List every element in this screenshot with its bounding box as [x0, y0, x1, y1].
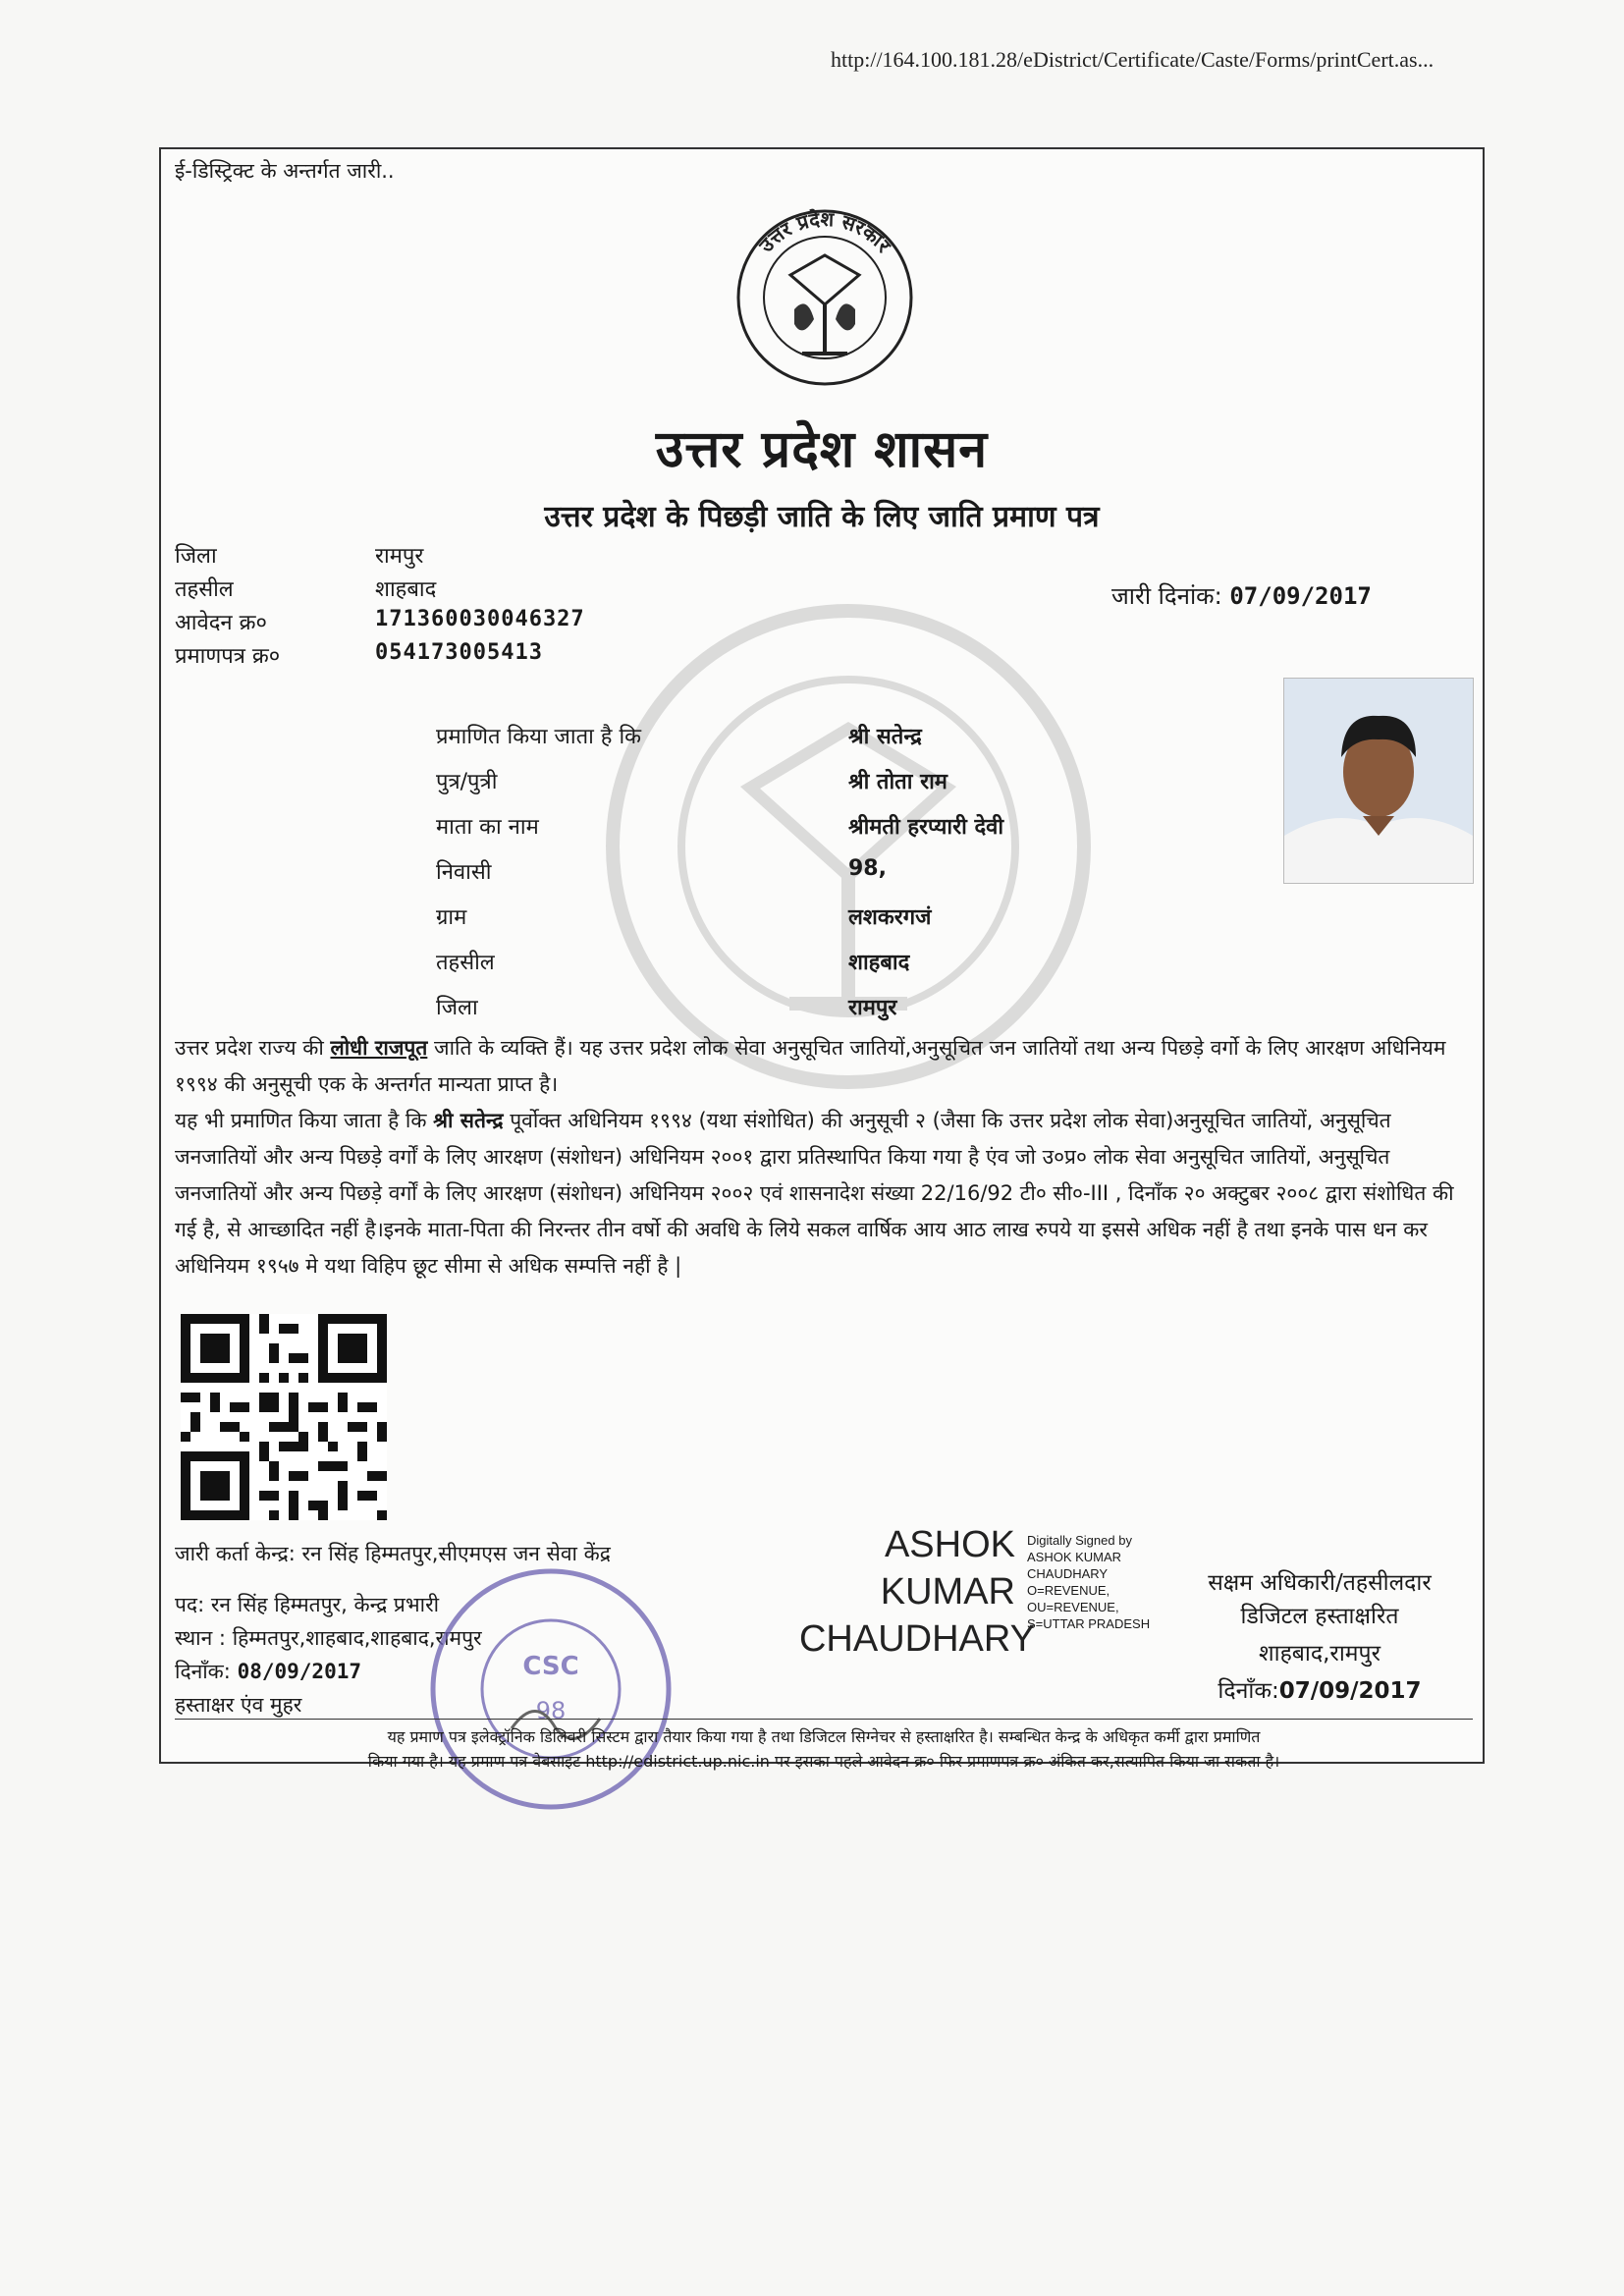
signer-name-line2: KUMAR [880, 1571, 1015, 1613]
mother-name: श्रीमती हरप्यारी देवी [848, 815, 1004, 840]
village-value: लशकरगजं [848, 905, 932, 930]
issuer-place: स्थान : हिम्मतपुर,शाहबाद,शाहबाद,रामपुर [175, 1626, 482, 1650]
detail-district-value: रामपुर [848, 996, 897, 1020]
officer-date-value: 07/09/2017 [1278, 1678, 1422, 1704]
footer-line-2: किया गया है। यह प्रमाण पत्र वेबसाइट http://edistrict.up.nic.in पर इसका पहले आवेदन क्र० फिर प्रमाणपत्र क्र० अंकित कर,सत्यापित किया जा सकता है। [367, 1752, 1280, 1771]
officer-place: शाहबाद,रामपुर [1258, 1641, 1380, 1667]
tehsil-value: शाहबाद [375, 577, 437, 602]
certified-label: प्रमाणित किया जाता है कि [436, 725, 642, 749]
detail-tehsil-label: तहसील [436, 951, 495, 975]
officer-digital-sig: डिजिटल हस्ताक्षरित [1240, 1604, 1399, 1629]
officer-title: सक्षम अधिकारी/तहसीलदार [1208, 1570, 1432, 1596]
issue-date-value: 07/09/2017 [1229, 582, 1372, 610]
district-label: जिला [175, 544, 217, 569]
svg-text:उत्तर प्रदेश सरकार [753, 207, 895, 257]
certificate-title: उत्तर प्रदेश के पिछड़ी जाति के लिए जाति प्रमाण पत्र [544, 500, 1100, 534]
mother-name-label: माता का नाम [436, 815, 539, 840]
browser-url: http://164.100.181.28/eDistrict/Certificate/Caste/Forms/printCert.as... [831, 47, 1435, 72]
certificate-number-label: प्रमाणपत्र क्र० [175, 644, 281, 669]
applicant-photo [1283, 678, 1474, 884]
issue-date-label: जारी दिनांक: [1111, 582, 1222, 610]
emblem-text: उत्तर प्रदेश सरकार [753, 206, 896, 257]
resident-value: 98, [848, 856, 887, 881]
income-statement-intro: यह भी प्रमाणित किया जाता है कि [175, 1109, 434, 1132]
footer-line-1: यह प्रमाण पत्र इलेक्ट्रॉनिक डिलिवरी सिस्टम द्वारा तैयार किया गया है तथा डिजिटल सिग्नेचर से हस्ताक्षरित है। सम्बन्धित केन्द्र के अधिकृत कर्मी द्वारा प्रमाणित [387, 1727, 1261, 1746]
up-government-emblem [733, 206, 916, 389]
issuer-post: पद: रन सिंह हिम्मतपुर, केन्द्र प्रभारी [175, 1593, 440, 1616]
village-label: ग्राम [436, 905, 467, 930]
income-statement-name: श्री सतेन्द्र [433, 1109, 504, 1132]
issuer-date-value: 08/09/2017 [237, 1660, 362, 1683]
caste-name: लोधी राजपूत [330, 1036, 428, 1060]
income-statement-rest: पूर्वोक्त अधिनियम १९९४ (यथा संशोधित) की अनुसूची २ (जैसा कि उत्तर प्रदेश लोक सेवा)अनुसूचित जातियों, अनुसूचित जनजातियों और अन्य पिछड़े वर्गों के लिए आरक्षण (संशोधन) अधिनियम २००१ द्वारा प्रतिस्थापित किया गया है एंव जो उ०प्र० लोक सेवा अनुसूचित जातियों, अनुसूचित जनजातियों और अन्य पिछड़े वर्गों के लिए आरक्षण (संशोधन) अधिनियम २००२ एवं शासनादेश संख्या 22/16/92 टी० सी०-III , दिनाँक २० अक्टुबर २००८ द्वारा संशोधित की गई है, से आच्छादित नहीं है।इनके माता-पिता की निरन्तर तीन वर्षो की अवधि के लिये सकल वार्षिक आय आठ लाख रुपये या इससे अधिक नहीं है तथा इनके पास धन कर अधिनियम १९५७ मे यथा विहिप छूट सीमा से अधिक सम्पत्ति नहीं है | [175, 1109, 1454, 1278]
certificate-number-value: 054173005413 [375, 640, 543, 665]
signature-seal-label: हस्ताक्षर एंव मुहर [175, 1693, 302, 1717]
issuer-date [175, 1658, 361, 1685]
detail-tehsil-value: शाहबाद [848, 951, 910, 975]
verification-footer [175, 1724, 1473, 1774]
seal-year: 98 [535, 1697, 567, 1724]
issue-date [1111, 579, 1372, 612]
detail-district-label: जिला [436, 996, 478, 1020]
certificate [159, 147, 1485, 1771]
edistrict-note: ई-डिस्ट्रिक्ट के अन्तर्गत जारी.. [175, 159, 395, 183]
issuer-date-label: दिनाँक: [175, 1660, 231, 1683]
caste-statement-intro: उत्तर प्रदेश राज्य की [175, 1036, 331, 1060]
signer-name-line1: ASHOK [884, 1524, 1015, 1565]
tehsil-label: तहसील [175, 577, 234, 602]
officer-date [1172, 1673, 1467, 1705]
caste-statement-rest: जाति के व्यक्ति हैं। यह उत्तर प्रदेश लोक सेवा अनुसूचित जातियों,अनुसूचित जन जातियों तथा अन्य पिछड़े वर्गो के लिए आरक्षण अधिनियम १९९४ की अनुसूची एक के अन्तर्गत मान्यता प्राप्त है। [175, 1036, 1446, 1096]
son-daughter-label: पुत्र/पुत्री [436, 770, 498, 794]
signer-name-line3: CHAUDHARY [798, 1618, 1035, 1660]
father-name: श्री तोता राम [848, 770, 947, 794]
issuing-center: जारी कर्ता केन्द्र: रन सिंह हिम्मतपुर,सीएमएस जन सेवा केंद्र [175, 1542, 611, 1565]
government-title: उत्तर प्रदेश शासन [655, 420, 989, 479]
officer-date-label: दिनाँक: [1218, 1678, 1279, 1704]
person-name: श्री सतेन्द्र [848, 725, 922, 749]
resident-label: निवासी [436, 860, 492, 885]
district-value: रामपुर [375, 544, 424, 569]
qr-code [181, 1314, 387, 1520]
footer-divider [175, 1719, 1473, 1720]
application-number-value: 171360030046327 [375, 607, 585, 631]
csc-seal-stamp [418, 1557, 683, 1822]
digital-signature [798, 1524, 1151, 1721]
income-statement [175, 1103, 1471, 1285]
application-number-label: आवेदन क्र० [175, 611, 267, 635]
caste-statement [175, 1030, 1471, 1103]
digital-signature-details: Digitally Signed by ASHOK KUMAR CHAUDHARY O=REVENUE, OU=REVENUE, S=UTTAR PRADESH [1027, 1533, 1151, 1631]
seal-text: CSC [522, 1652, 579, 1681]
